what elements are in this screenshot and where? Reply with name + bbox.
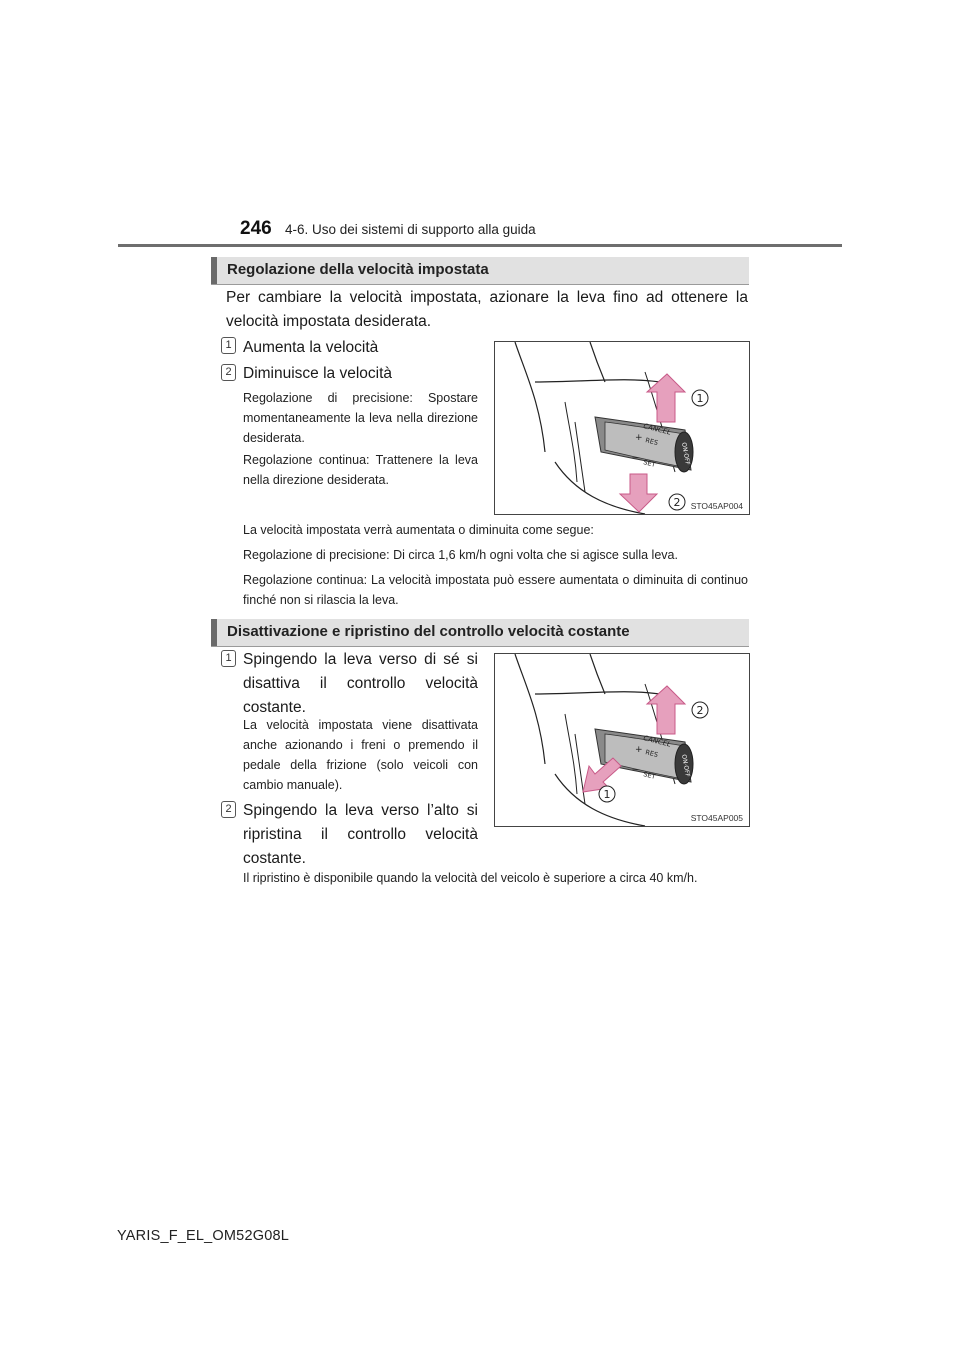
res-label: RES — [644, 436, 659, 448]
minus-label: — — [632, 453, 640, 462]
set-label: SET — [642, 770, 657, 781]
cancel-label: CANCEL — [642, 422, 672, 437]
figure-code: STO45AP004 — [690, 501, 743, 511]
note-continuous-adjust: Regolazione continua: Trattenere la leva nella direzione desiderata. — [243, 453, 478, 487]
document-code: YARIS_F_EL_OM52G08L — [117, 1228, 289, 1244]
section-heading-speed-adjust — [211, 257, 749, 285]
callout-1: 1 — [603, 788, 611, 801]
callout-2: 2 — [696, 704, 704, 717]
section-title: Disattivazione e ripristino del controllo velocità costante — [227, 623, 630, 640]
minus-label: — — [632, 765, 640, 774]
callout-2: 2 — [673, 496, 681, 509]
onoff-label: ON·OFF — [680, 753, 691, 778]
figure-lever-up-down — [494, 341, 750, 515]
step-text-cancel: Spingendo la leva verso di sé si disattiva il controllo velocità costante. — [243, 651, 478, 716]
section-title: Regolazione della velocità impostata — [227, 261, 489, 278]
step-badge-2: 2 — [221, 801, 236, 818]
plus-label: + — [635, 433, 643, 443]
lever-illustration — [495, 654, 749, 826]
breadcrumb: 4-6. Uso dei sistemi di supporto alla guida — [285, 222, 536, 237]
intro-paragraph: Per cambiare la velocità impostata, azionare la leva fino ad ottenere la velocità impostata desiderata. — [226, 289, 748, 330]
step-text-decrease: Diminuisce la velocità — [243, 365, 393, 382]
step-text-resume: Spingendo la leva verso l’alto si ripristina il controllo velocità costante. — [243, 802, 478, 867]
page-number: 246 — [240, 218, 272, 239]
section-heading-cancel-resume — [211, 619, 749, 647]
footnote-resume: Il ripristino è disponibile quando la velocità del veicolo è superiore a circa 40 km/h. — [243, 871, 698, 885]
info-line-1: La velocità impostata verrà aumentata o diminuita come segue: — [243, 523, 594, 537]
step-text-increase: Aumenta la velocità — [243, 339, 379, 356]
set-label: SET — [642, 458, 657, 469]
step-badge-1: 1 — [221, 337, 236, 354]
header-divider — [118, 244, 842, 247]
onoff-label: ON·OFF — [680, 441, 691, 466]
section-accent — [211, 619, 217, 646]
note-cancel: La velocità impostata viene disattivata anche azionando i freni o premendo il pedale della frizione (solo veicoli con cambio manuale). — [243, 718, 478, 792]
section-accent — [211, 257, 217, 284]
res-label: RES — [644, 748, 659, 760]
note-precise-adjust: Regolazione di precisione: Spostare momentaneamente la leva nella direzione desiderata. — [243, 391, 478, 445]
figure-code: STO45AP005 — [690, 813, 743, 823]
step-badge-2: 2 — [221, 364, 236, 381]
arrow-down-icon — [620, 474, 657, 512]
cancel-label: CANCEL — [642, 734, 672, 749]
step-badge-1: 1 — [221, 650, 236, 667]
lever-illustration — [495, 342, 749, 514]
plus-label: + — [635, 745, 643, 755]
info-line-3: Regolazione continua: La velocità impostata può essere aumentata o diminuita di continuo finché non si rilascia la leva. — [243, 573, 748, 607]
info-line-2: Regolazione di precisione: Di circa 1,6 km/h ogni volta che si agisce sulla leva. — [243, 548, 678, 562]
figure-lever-cancel-resume — [494, 653, 750, 827]
callout-1: 1 — [696, 392, 704, 405]
